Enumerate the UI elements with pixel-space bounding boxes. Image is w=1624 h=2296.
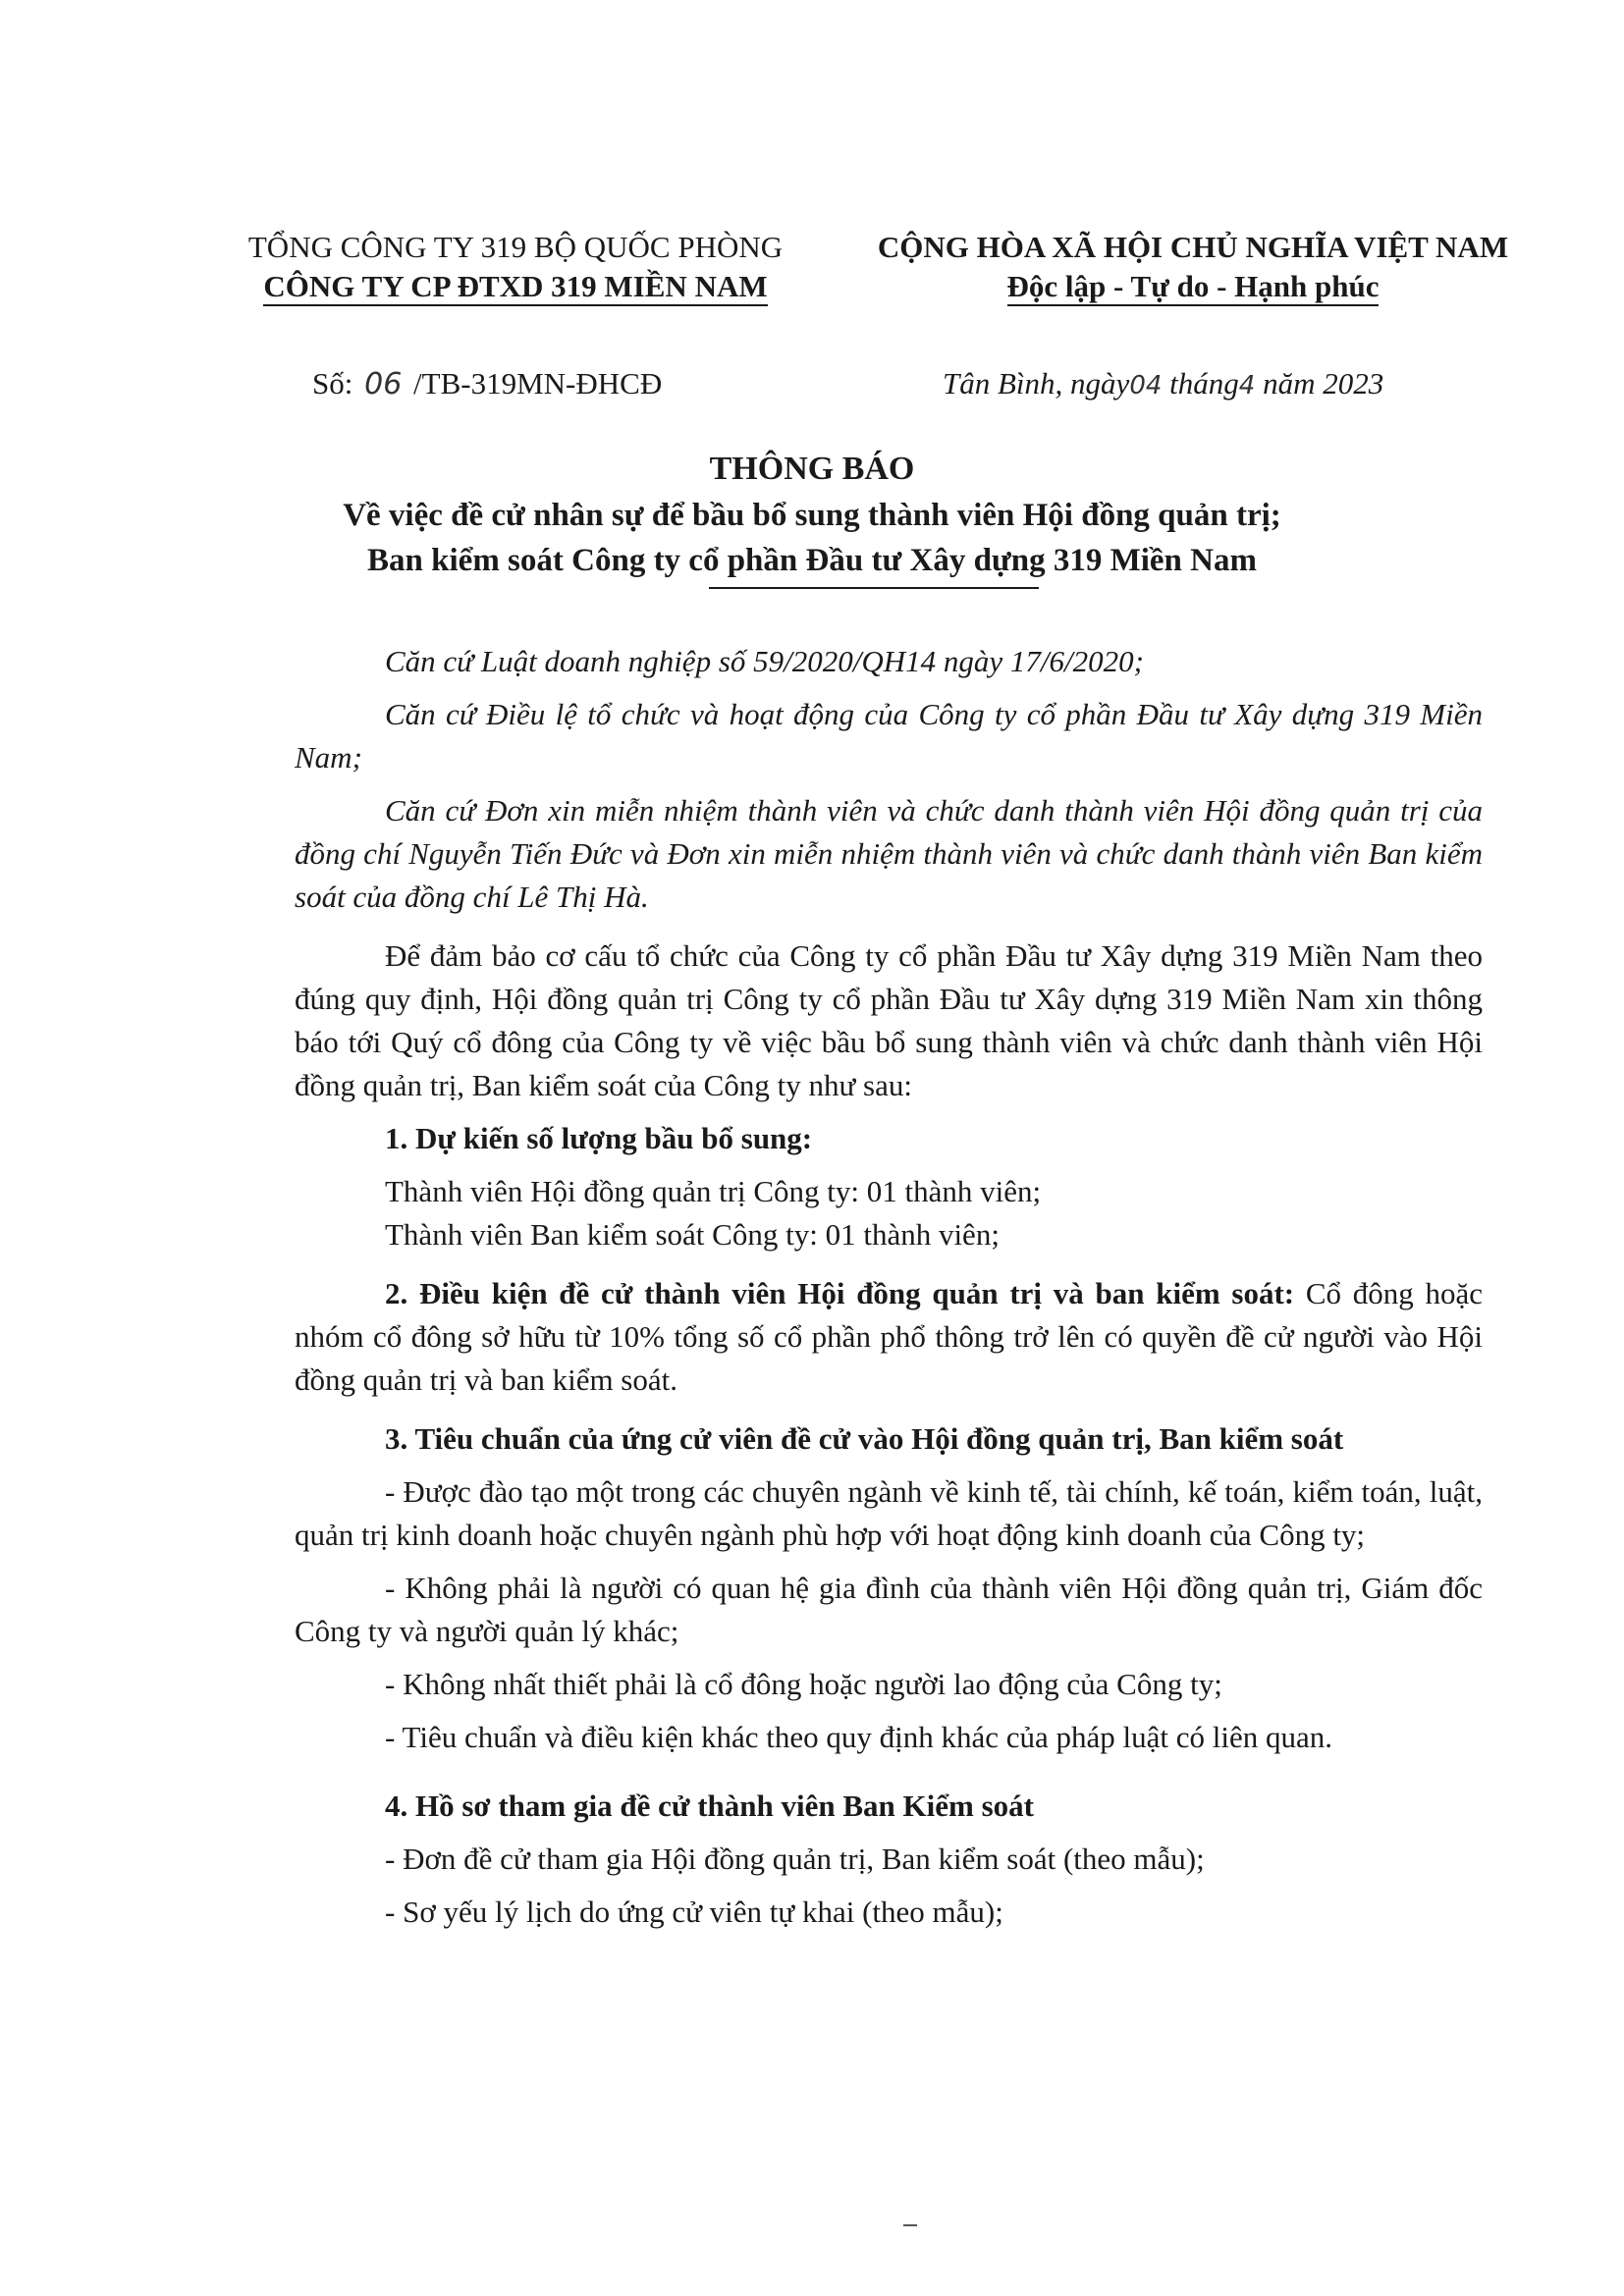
- scan-mark: [903, 2224, 917, 2226]
- legal-basis-1: Căn cứ Luật doanh nghiệp số 59/2020/QH14 ngày 17/6/2020;: [385, 644, 1144, 678]
- parent-organization: TỔNG CÔNG TY 319 BỘ QUỐC PHÒNG: [247, 230, 784, 264]
- section-1-item-2: Thành viên Ban kiểm soát Công ty: 01 thành viên;: [385, 1217, 1000, 1252]
- date-line: [943, 366, 1383, 401]
- date-month-label: tháng: [1169, 366, 1239, 400]
- date-place: Tân Bình, ngày: [943, 366, 1130, 400]
- section-3-heading: 3. Tiêu chuẩn của ứng cử viên đề cử vào Hội đồng quản trị, Ban kiểm soát: [385, 1421, 1344, 1456]
- section-2-heading: 2. Điều kiện đề cử thành viên Hội đồng quản trị và ban kiểm soát:: [385, 1276, 1295, 1310]
- company-name: CÔNG TY CP ĐTXD 319 MIỀN NAM: [226, 267, 805, 306]
- docnum-suffix: /TB-319MN-ĐHCĐ: [413, 366, 663, 400]
- section-1-heading: 1. Dự kiến số lượng bầu bổ sung:: [385, 1121, 813, 1155]
- document-title: THÔNG BÁO: [709, 451, 915, 487]
- national-header: [835, 228, 1551, 306]
- section-4-heading: 4. Hồ sơ tham gia đề cử thành viên Ban Kiểm soát: [385, 1789, 1034, 1823]
- date-month: 4: [1238, 371, 1256, 400]
- intro-paragraph: Để đảm bảo cơ cấu tổ chức của Công ty cổ phần Đầu tư Xây dựng 319 Miền Nam theo đúng quy định, Hội đồng quản trị Công ty cổ phần Đầu tư Xây dựng 319 Miền Nam xin thông báo tới Quý cổ đông của Công ty về việc bầu bổ sung thành viên và chức danh thành viên Hội đồng quản trị, Ban kiểm soát của Công ty như sau:: [295, 938, 1483, 1102]
- section-4-item-2: - Sơ yếu lý lịch do ứng cử viên tự khai (theo mẫu);: [385, 1895, 1003, 1929]
- document-subtitle: [0, 493, 1624, 583]
- docnum-prefix: Số:: [312, 366, 353, 400]
- docnum-handwritten: 06: [364, 367, 403, 401]
- national-motto: Độc lập - Tự do - Hạnh phúc: [835, 267, 1551, 306]
- date-year: năm 2023: [1263, 366, 1384, 400]
- section-3-item-3: - Không nhất thiết phải là cổ đông hoặc người lao động của Công ty;: [385, 1667, 1222, 1701]
- section-2-text: Cổ đông hoặc nhóm cổ đông sở hữu từ 10% tổng số cổ phần phổ thông trở lên có quyền đề cử người vào Hội đồng quản trị và ban kiểm soát.: [295, 1276, 1483, 1397]
- section-2: [295, 1272, 1483, 1402]
- subtitle-line-1: Về việc đề cử nhân sự để bầu bổ sung thành viên Hội đồng quản trị;: [343, 498, 1281, 533]
- document-number: [312, 366, 662, 401]
- section-1-item-1: Thành viên Hội đồng quản trị Công ty: 01 thành viên;: [385, 1174, 1042, 1208]
- legal-basis-3: Căn cứ Đơn xin miễn nhiệm thành viên và chức danh thành viên Hội đồng quản trị của đồng chí Nguyễn Tiến Đức và Đơn xin miễn nhiệm thành viên và chức danh thành viên Ban kiểm soát của đồng chí Lê Thị Hà.: [295, 793, 1483, 914]
- issuer-header: [226, 228, 805, 306]
- title-divider: [709, 587, 1039, 589]
- subtitle-line-2: Ban kiểm soát Công ty cổ phần Đầu tư Xây dựng 319 Miền Nam: [367, 543, 1257, 578]
- date-day: 04: [1129, 371, 1163, 400]
- section-3-item-4: - Tiêu chuẩn và điều kiện khác theo quy định khác của pháp luật có liên quan.: [385, 1720, 1333, 1754]
- section-4-item-1: - Đơn đề cử tham gia Hội đồng quản trị, Ban kiểm soát (theo mẫu);: [385, 1842, 1205, 1876]
- document-body: [295, 640, 1483, 1934]
- section-3-item-1: - Được đào tạo một trong các chuyên ngành về kinh tế, tài chính, kế toán, kiểm toán, luật, quản trị kinh doanh hoặc chuyên ngành phù hợp với hoạt động kinh doanh của Công ty;: [295, 1474, 1483, 1552]
- national-title: CỘNG HÒA XÃ HỘI CHỦ NGHĨA VIỆT NAM: [877, 230, 1509, 264]
- section-3-item-2: - Không phải là người có quan hệ gia đình của thành viên Hội đồng quản trị, Giám đốc Công ty và người quản lý khác;: [295, 1571, 1483, 1648]
- legal-basis-2: Căn cứ Điều lệ tổ chức và hoạt động của Công ty cổ phần Đầu tư Xây dựng 319 Miền Nam;: [295, 697, 1483, 774]
